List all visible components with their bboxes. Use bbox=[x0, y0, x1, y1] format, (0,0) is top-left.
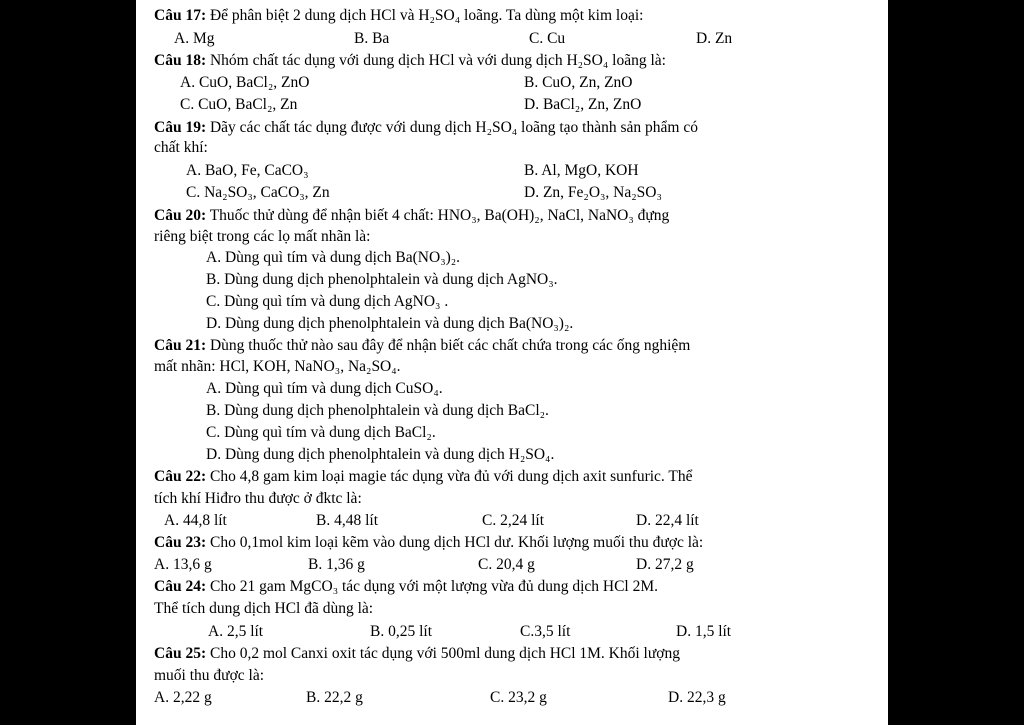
question-text: Cho 0,1mol kim loại kẽm vào dung dịch HCl dư. Khối lượng muối thu được là: bbox=[206, 534, 704, 551]
q23-option-d: D. 27,2 g bbox=[636, 556, 694, 573]
q22-option-c: C. 2,24 lít bbox=[482, 512, 545, 529]
question-21-stem bbox=[154, 336, 690, 356]
q17-option-c: C. Cu bbox=[529, 30, 566, 47]
q18-option-d: D. BaCl₂, Zn, ZnO bbox=[524, 96, 642, 113]
question-text: Dùng thuốc thử nào sau đây để nhận biết các chất chứa trong các ống nghiệm bbox=[206, 337, 691, 354]
q18-option-c: C. CuO, BaCl₂, Zn bbox=[180, 96, 298, 113]
question-19-stem-cont: chất khí: bbox=[154, 139, 208, 156]
question-number: Câu 21: bbox=[154, 337, 207, 354]
q23-option-b: B. 1,36 g bbox=[308, 556, 365, 573]
question-number: Câu 24: bbox=[154, 578, 207, 595]
q18-option-b: B. CuO, Zn, ZnO bbox=[524, 74, 633, 91]
question-number: Câu 23: bbox=[154, 534, 207, 551]
question-25-stem-cont: muối thu được là: bbox=[154, 667, 265, 684]
q20-option-d: D. Dùng dung dịch phenolphtalein và dung dịch Ba(NO₃)₂. bbox=[206, 315, 574, 332]
q25-option-d: D. 22,3 g bbox=[668, 689, 726, 706]
q25-option-c: C. 23,2 g bbox=[490, 689, 547, 706]
question-number: Câu 25: bbox=[154, 645, 207, 662]
q24-option-b: B. 0,25 lít bbox=[370, 623, 433, 640]
question-21-stem-cont: mất nhãn: HCl, KOH, NaNO₃, Na₂SO₄. bbox=[154, 358, 401, 375]
q21-option-c: C. Dùng quì tím và dung dịch BaCl₂. bbox=[206, 424, 436, 441]
question-text: Cho 0,2 mol Canxi oxit tác dụng với 500ml dung dịch HCl 1M. Khối lượng bbox=[206, 645, 680, 662]
question-23-stem bbox=[154, 533, 703, 553]
q20-option-a: A. Dùng quì tím và dung dịch Ba(NO₃)₂. bbox=[206, 249, 461, 266]
q17-option-a: A. Mg bbox=[174, 30, 215, 47]
question-text: Cho 21 gam MgCO₃ tác dụng với một lượng vừa đủ dung dịch HCl 2M. bbox=[206, 578, 659, 595]
q22-option-b: B. 4,48 lít bbox=[316, 512, 379, 529]
question-number: Câu 18: bbox=[154, 52, 207, 69]
question-number: Câu 19: bbox=[154, 119, 207, 136]
question-20-stem-cont: riêng biệt trong các lọ mất nhãn là: bbox=[154, 228, 371, 245]
q20-option-b: B. Dùng dung dịch phenolphtalein và dung dịch AgNO₃. bbox=[206, 271, 558, 288]
question-24-stem-cont: Thể tích dung dịch HCl đã dùng là: bbox=[154, 600, 374, 617]
q22-option-a: A. 44,8 lít bbox=[164, 512, 227, 529]
question-number: Câu 20: bbox=[154, 207, 207, 224]
q17-option-b: B. Ba bbox=[354, 30, 390, 47]
question-24-stem bbox=[154, 577, 658, 597]
question-number: Câu 22: bbox=[154, 468, 207, 485]
question-text: Cho 4,8 gam kim loại magie tác dụng vừa đủ với dung dịch axit sunfuric. Thể bbox=[206, 468, 693, 485]
q19-option-c: C. Na₂SO₃, CaCO₃, Zn bbox=[186, 184, 330, 201]
question-19-stem bbox=[154, 118, 698, 138]
question-20-stem bbox=[154, 206, 669, 226]
q19-option-b: B. Al, MgO, KOH bbox=[524, 162, 639, 179]
q22-option-d: D. 22,4 lít bbox=[636, 512, 699, 529]
q19-option-d: D. Zn, Fe₂O₃, Na₂SO₃ bbox=[524, 184, 662, 201]
question-17-stem bbox=[154, 6, 643, 26]
q23-option-c: C. 20,4 g bbox=[478, 556, 535, 573]
q19-option-a: A. BaO, Fe, CaCO₃ bbox=[186, 162, 309, 179]
q21-option-b: B. Dùng dung dịch phenolphtalein và dung dịch BaCl₂. bbox=[206, 402, 549, 419]
q21-option-d: D. Dùng dung dịch phenolphtalein và dung dịch H₂SO₄. bbox=[206, 446, 555, 463]
question-text: Để phân biệt 2 dung dịch HCl và H₂SO₄ loãng. Ta dùng một kim loại: bbox=[206, 7, 644, 24]
q24-option-a: A. 2,5 lít bbox=[208, 623, 264, 640]
question-text: Nhóm chất tác dụng với dung dịch HCl và với dung dịch H₂SO₄ loãng là: bbox=[206, 52, 666, 69]
document-page bbox=[136, 0, 888, 725]
question-22-stem-cont: tích khí Hiđro thu được ở đktc là: bbox=[154, 490, 362, 507]
q25-option-b: B. 22,2 g bbox=[306, 689, 363, 706]
q24-option-c: C.3,5 lít bbox=[520, 623, 571, 640]
question-text: Thuốc thử dùng để nhận biết 4 chất: HNO₃, Ba(OH)₂, NaCl, NaNO₃ đựng bbox=[206, 207, 670, 224]
q20-option-c: C. Dùng quì tím và dung dịch AgNO₃ . bbox=[206, 293, 449, 310]
q25-option-a: A. 2,22 g bbox=[154, 689, 212, 706]
question-18-stem bbox=[154, 51, 666, 71]
q23-option-a: A. 13,6 g bbox=[154, 556, 212, 573]
question-number: Câu 17: bbox=[154, 7, 207, 24]
q17-option-d: D. Zn bbox=[696, 30, 733, 47]
question-25-stem bbox=[154, 644, 680, 664]
question-22-stem bbox=[154, 467, 693, 487]
q24-option-d: D. 1,5 lít bbox=[676, 623, 732, 640]
question-text: Dãy các chất tác dụng được với dung dịch H₂SO₄ loãng tạo thành sản phẩm có bbox=[206, 119, 698, 136]
q18-option-a: A. CuO, BaCl₂, ZnO bbox=[180, 74, 310, 91]
q21-option-a: A. Dùng quì tím và dung dịch CuSO₄. bbox=[206, 380, 443, 397]
